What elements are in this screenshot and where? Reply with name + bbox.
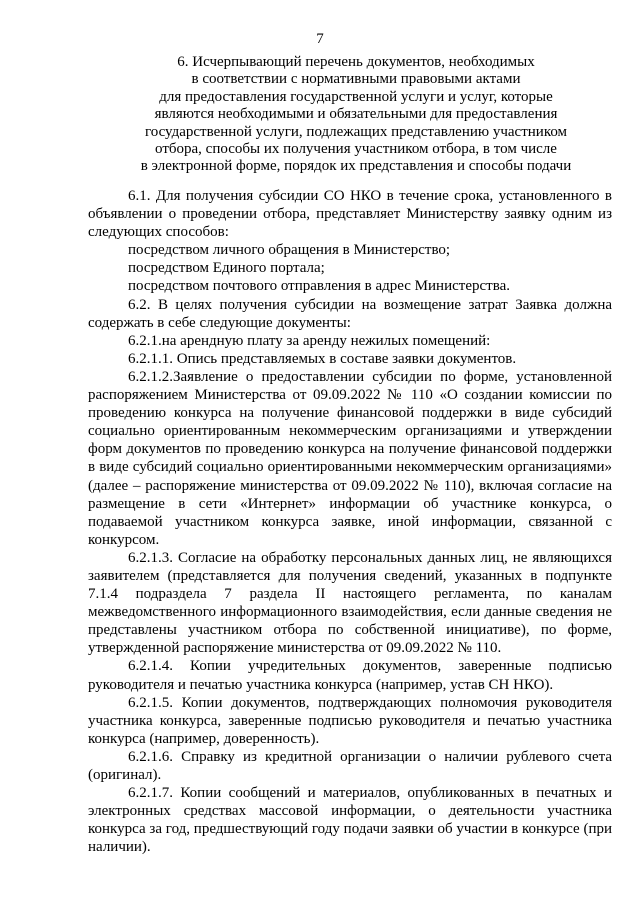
heading-line: в соответствии с нормативными правовыми актами	[191, 71, 521, 88]
heading-line: являются необходимыми и обязательными для предоставления	[154, 106, 558, 123]
section-heading	[118, 54, 594, 176]
paragraph-6-2-1-3: 6.2.1.3. Согласие на обработку персональных данных лиц, не являющихся заявителем (представляется для получения сведений, указанных в подпункте 7.1.4 подраздела 7 раздела II настоящего регламента, по каналам межведомственного информационного взаимодействия, если данные сведения не представлены участником отбора по собственной инициативе), по форме, утвержденной распоряжение министерства от 09.09.2022 № 110.	[88, 549, 612, 657]
paragraph-6-2: 6.2. В целях получения субсидии на возмещение затрат Заявка должна содержать в себе следующие документы:	[88, 296, 612, 331]
heading-line: 6. Исчерпывающий перечень документов, необходимых	[177, 54, 535, 70]
paragraph-6-2-1-2: 6.2.1.2.Заявление о предоставлении субсидии по форме, установленной распоряжением Министерства от 09.09.2022 № 110 «О создании комиссии по проведению конкурса на получение финансовой поддержки в виде субсидий социально ориентированным некоммерческим организациями и утверждении форм документов по проведению конкурса на получение финансовой поддержки в виде субсидий социально ориентированными некоммерческим организациями» (далее – распоряжение министерства от 09.09.2022 № 110), включая согласие на размещение в сети «Интернет» информации об участнике конкурса, о подаваемой участником конкурса заявке, иной информации, связанной с конкурсом.	[88, 368, 612, 548]
page-number: 7	[316, 31, 324, 47]
heading-line: для предоставления государственной услуги и услуг, которые	[159, 88, 553, 105]
paragraph-6-2-1-6: 6.2.1.6. Справку из кредитной организации о наличии рублевого счета (оригинал).	[88, 748, 612, 783]
heading-line: отбора, способы их получения участником отбора, в том числе	[155, 141, 557, 158]
document-body	[88, 187, 612, 856]
submission-method-item: посредством Единого портала;	[128, 260, 325, 277]
paragraph-6-2-1-4: 6.2.1.4. Копии учредительных документов, заверенные подписью руководителя и печатью участника конкурса (например, устав СН НКО).	[88, 658, 612, 693]
paragraph-6-2-1: 6.2.1.на арендную плату за аренду нежилых помещений:	[128, 332, 491, 349]
paragraph-6-2-1-7: 6.2.1.7. Копии сообщений и материалов, опубликованных в печатных и электронных средствах массовой информации, о деятельности участника конкурса за год, предшествующий году подачи заявки об участии в конкурсе (при наличии).	[88, 785, 612, 856]
submission-method-item: посредством почтового отправления в адрес Министерства.	[128, 278, 510, 295]
paragraph-6-1: 6.1. Для получения субсидии СО НКО в течение срока, установленного в объявлении о проведении отбора, представляет Министерству заявку одним из следующих способов:	[88, 188, 612, 241]
paragraph-6-2-1-5: 6.2.1.5. Копии документов, подтверждающих полномочия руководителя участника конкурса, заверенные подписью руководителя и печатью участника конкурса (например, доверенность).	[88, 694, 612, 747]
paragraph-6-2-1-1: 6.2.1.1. Опись представляемых в составе заявки документов.	[128, 350, 517, 367]
heading-line: государственной услуги, подлежащих представлению участником	[144, 123, 568, 140]
submission-method-item: посредством личного обращения в Министерство;	[128, 242, 451, 259]
heading-line: в электронной форме, порядок их представления и способы подачи	[140, 158, 572, 175]
